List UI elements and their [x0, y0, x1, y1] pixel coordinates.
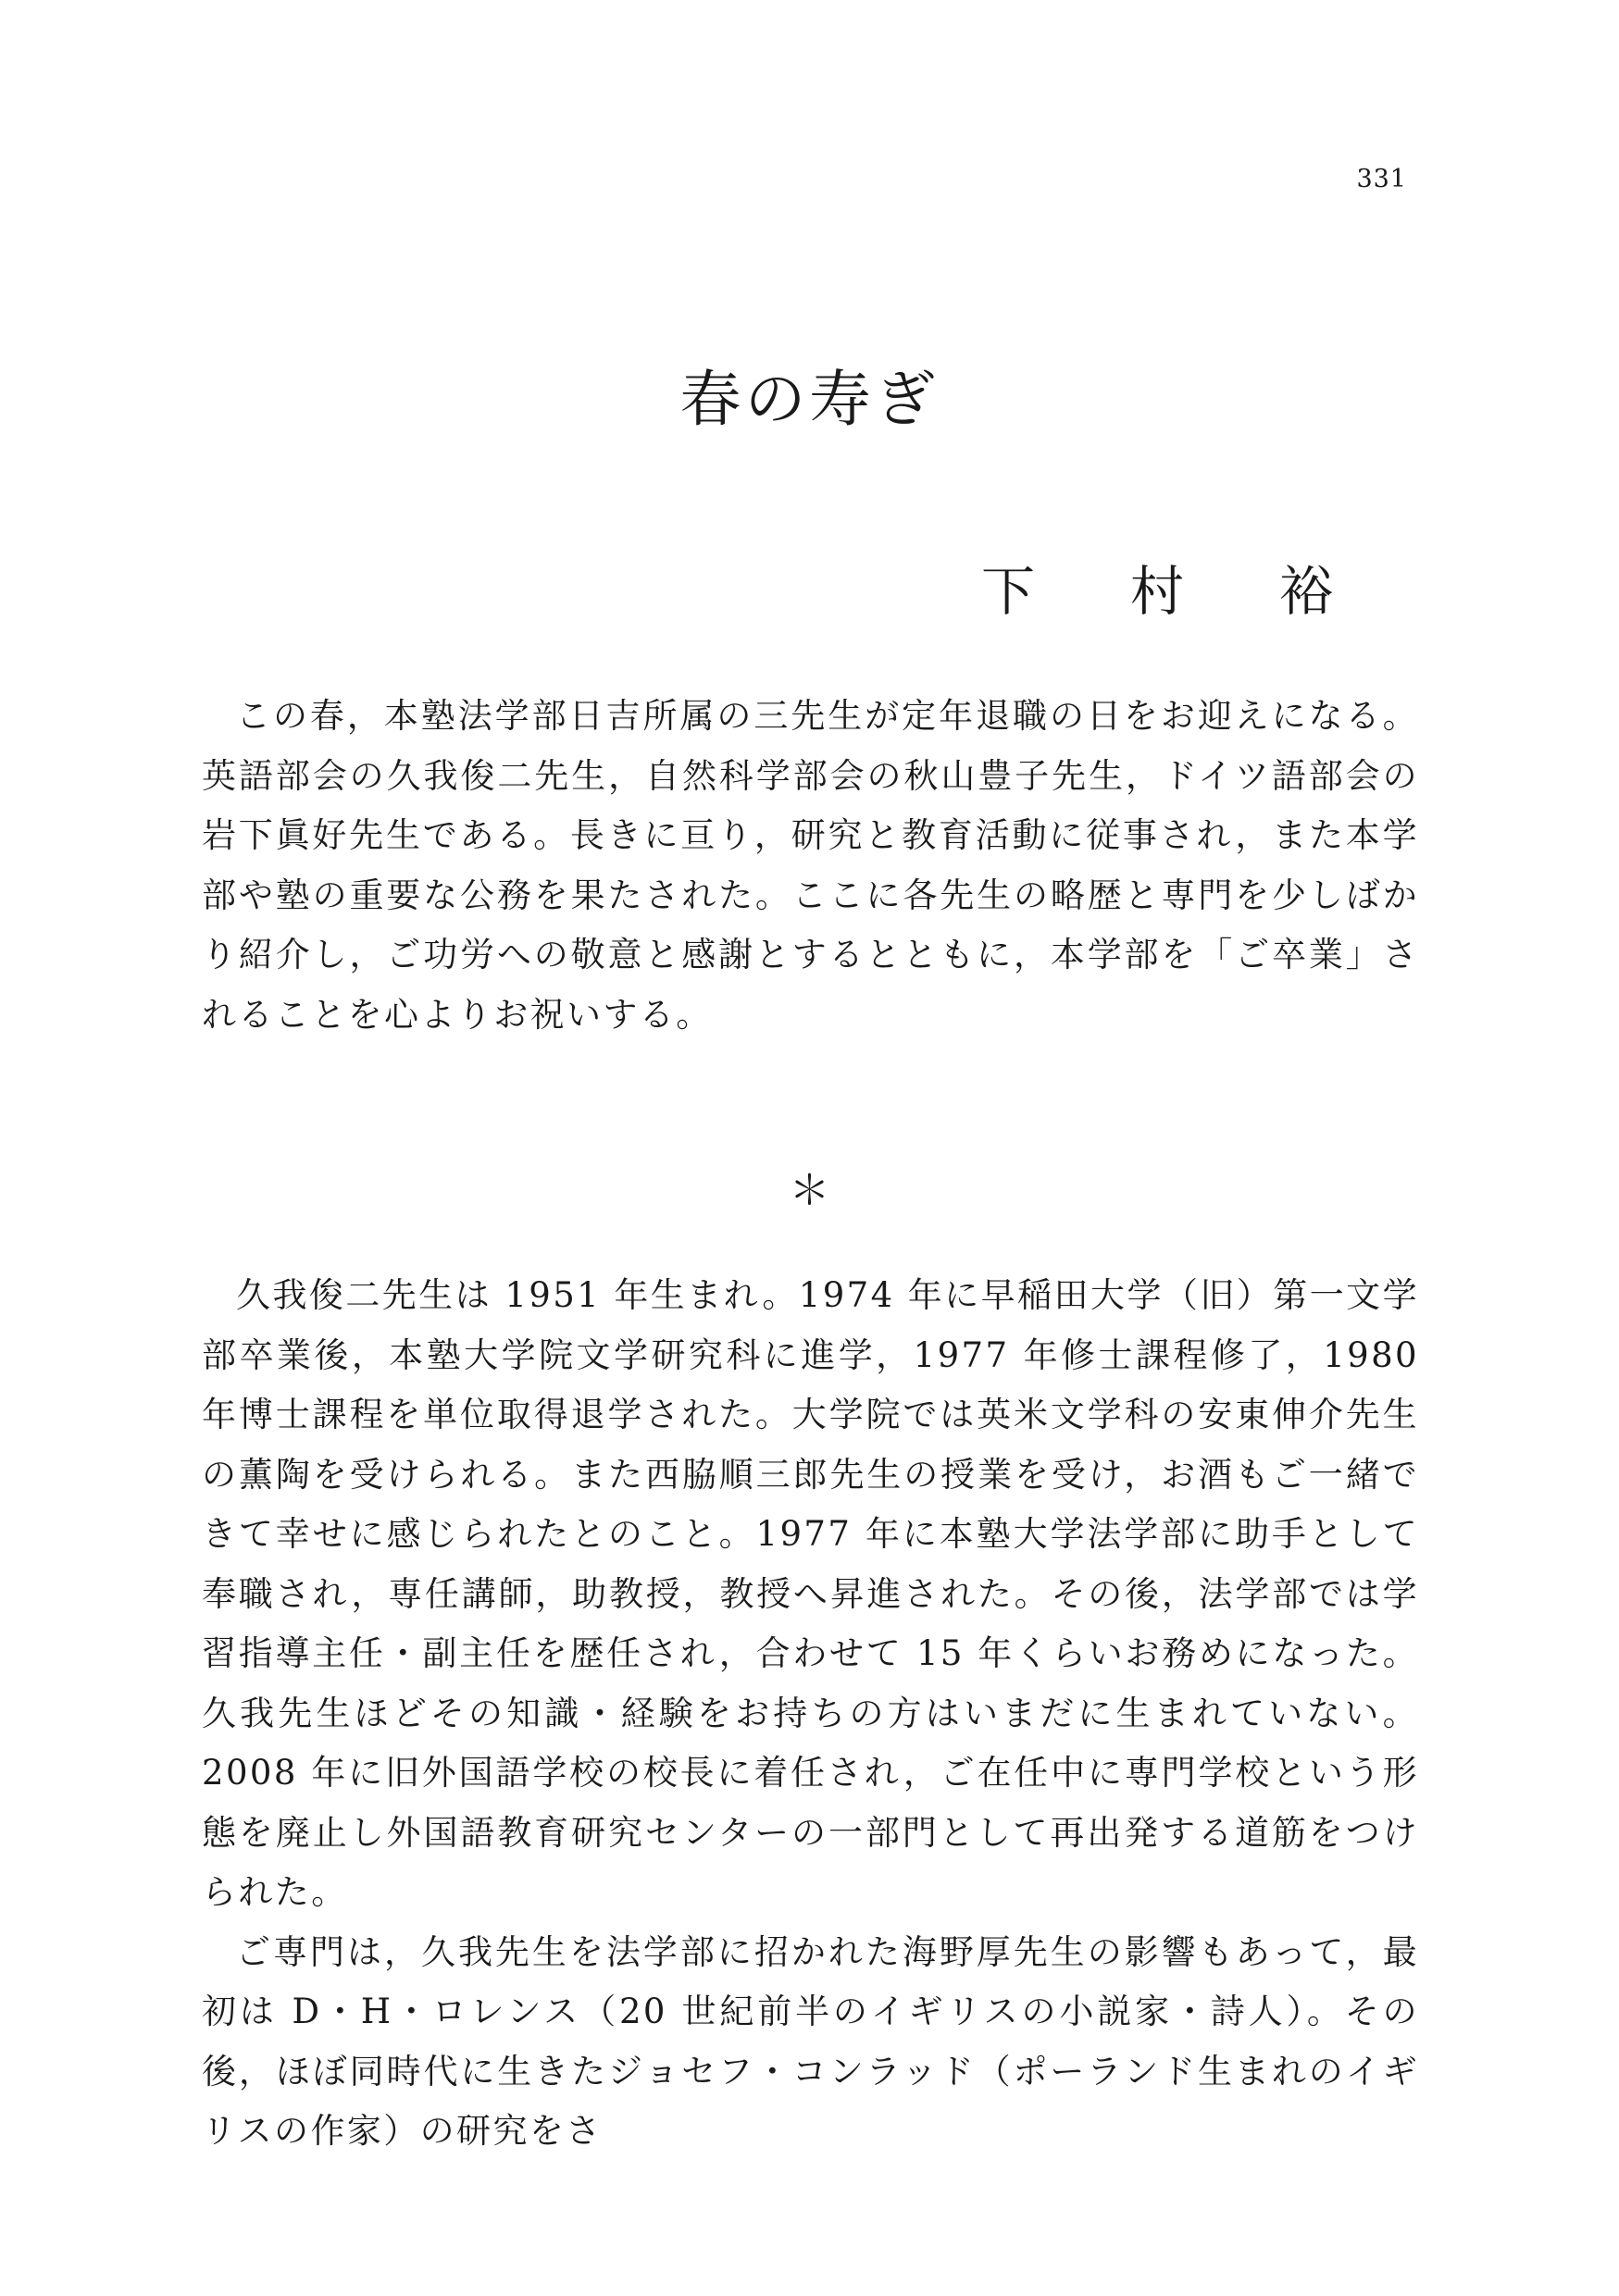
body-paragraph-1: 久我俊二先生は 1951 年生まれ。1974 年に早稲田大学（旧）第一文学部卒業後，本塾大学院文学研究科に進学，1977 年修士課程修了，1980 年博士課程を単位取得退学された。大学院では英米文学科の安東伸介先生の薫陶を受けられる。また西脇順三郎先生の授業を受け，お酒もご一緒できて幸せに感じられたとのこと。1977 年に本塾大学法学部に助手として奉職され，専任講師，助教授，教授へ昇進された。その後，法学部では学習指導主任・副主任を歴任され，合わせて 15 年くらいお務めになった。久我先生ほどその知識・経験をお持ちの方はいまだに生まれていない。2008 年に旧外国語学校の校長に着任され，ご在任中に専門学校という形態を廃止し外国語教育研究センターの一部門として再出発する道筋をつけられた。	[202, 1275, 1419, 1912]
intro-paragraph: この春，本塾法学部日吉所属の三先生が定年退職の日をお迎えになる。英語部会の久我俊二先生，自然科学部会の秋山豊子先生，ドイツ語部会の岩下眞好先生である。長きに亘り，研究と教育活動に従事され，また本学部や塾の重要な公務を果たされた。ここに各先生の略歴と専門を少しばかり紹介し，ご功労への敬意と感謝とするとともに，本学部を「ご卒業」されることを心よりお祝いする。	[202, 696, 1419, 1035]
article-title: 春の寿ぎ	[679, 364, 940, 435]
author-name	[981, 548, 1333, 626]
author-family-char-1: 下	[981, 560, 1036, 623]
body-paragraph-2: ご専門は，久我先生を法学部に招かれた海野厚先生の影響もあって，最初は D・H・ロレンス（20 世紀前半のイギリスの小説家・詩人）。その後，ほぼ同時代に生きたジョセフ・コンラッド（ポーランド生まれのイギリスの作家）の研究をさ	[202, 1931, 1419, 2151]
section-separator: ＊	[789, 1167, 830, 1214]
intro-section	[202, 687, 1419, 1045]
page-number: 331	[1356, 165, 1407, 193]
main-section	[202, 1266, 1419, 2162]
author-family-char-2: 村	[1129, 560, 1184, 623]
author-given-name: 裕	[1278, 560, 1333, 623]
